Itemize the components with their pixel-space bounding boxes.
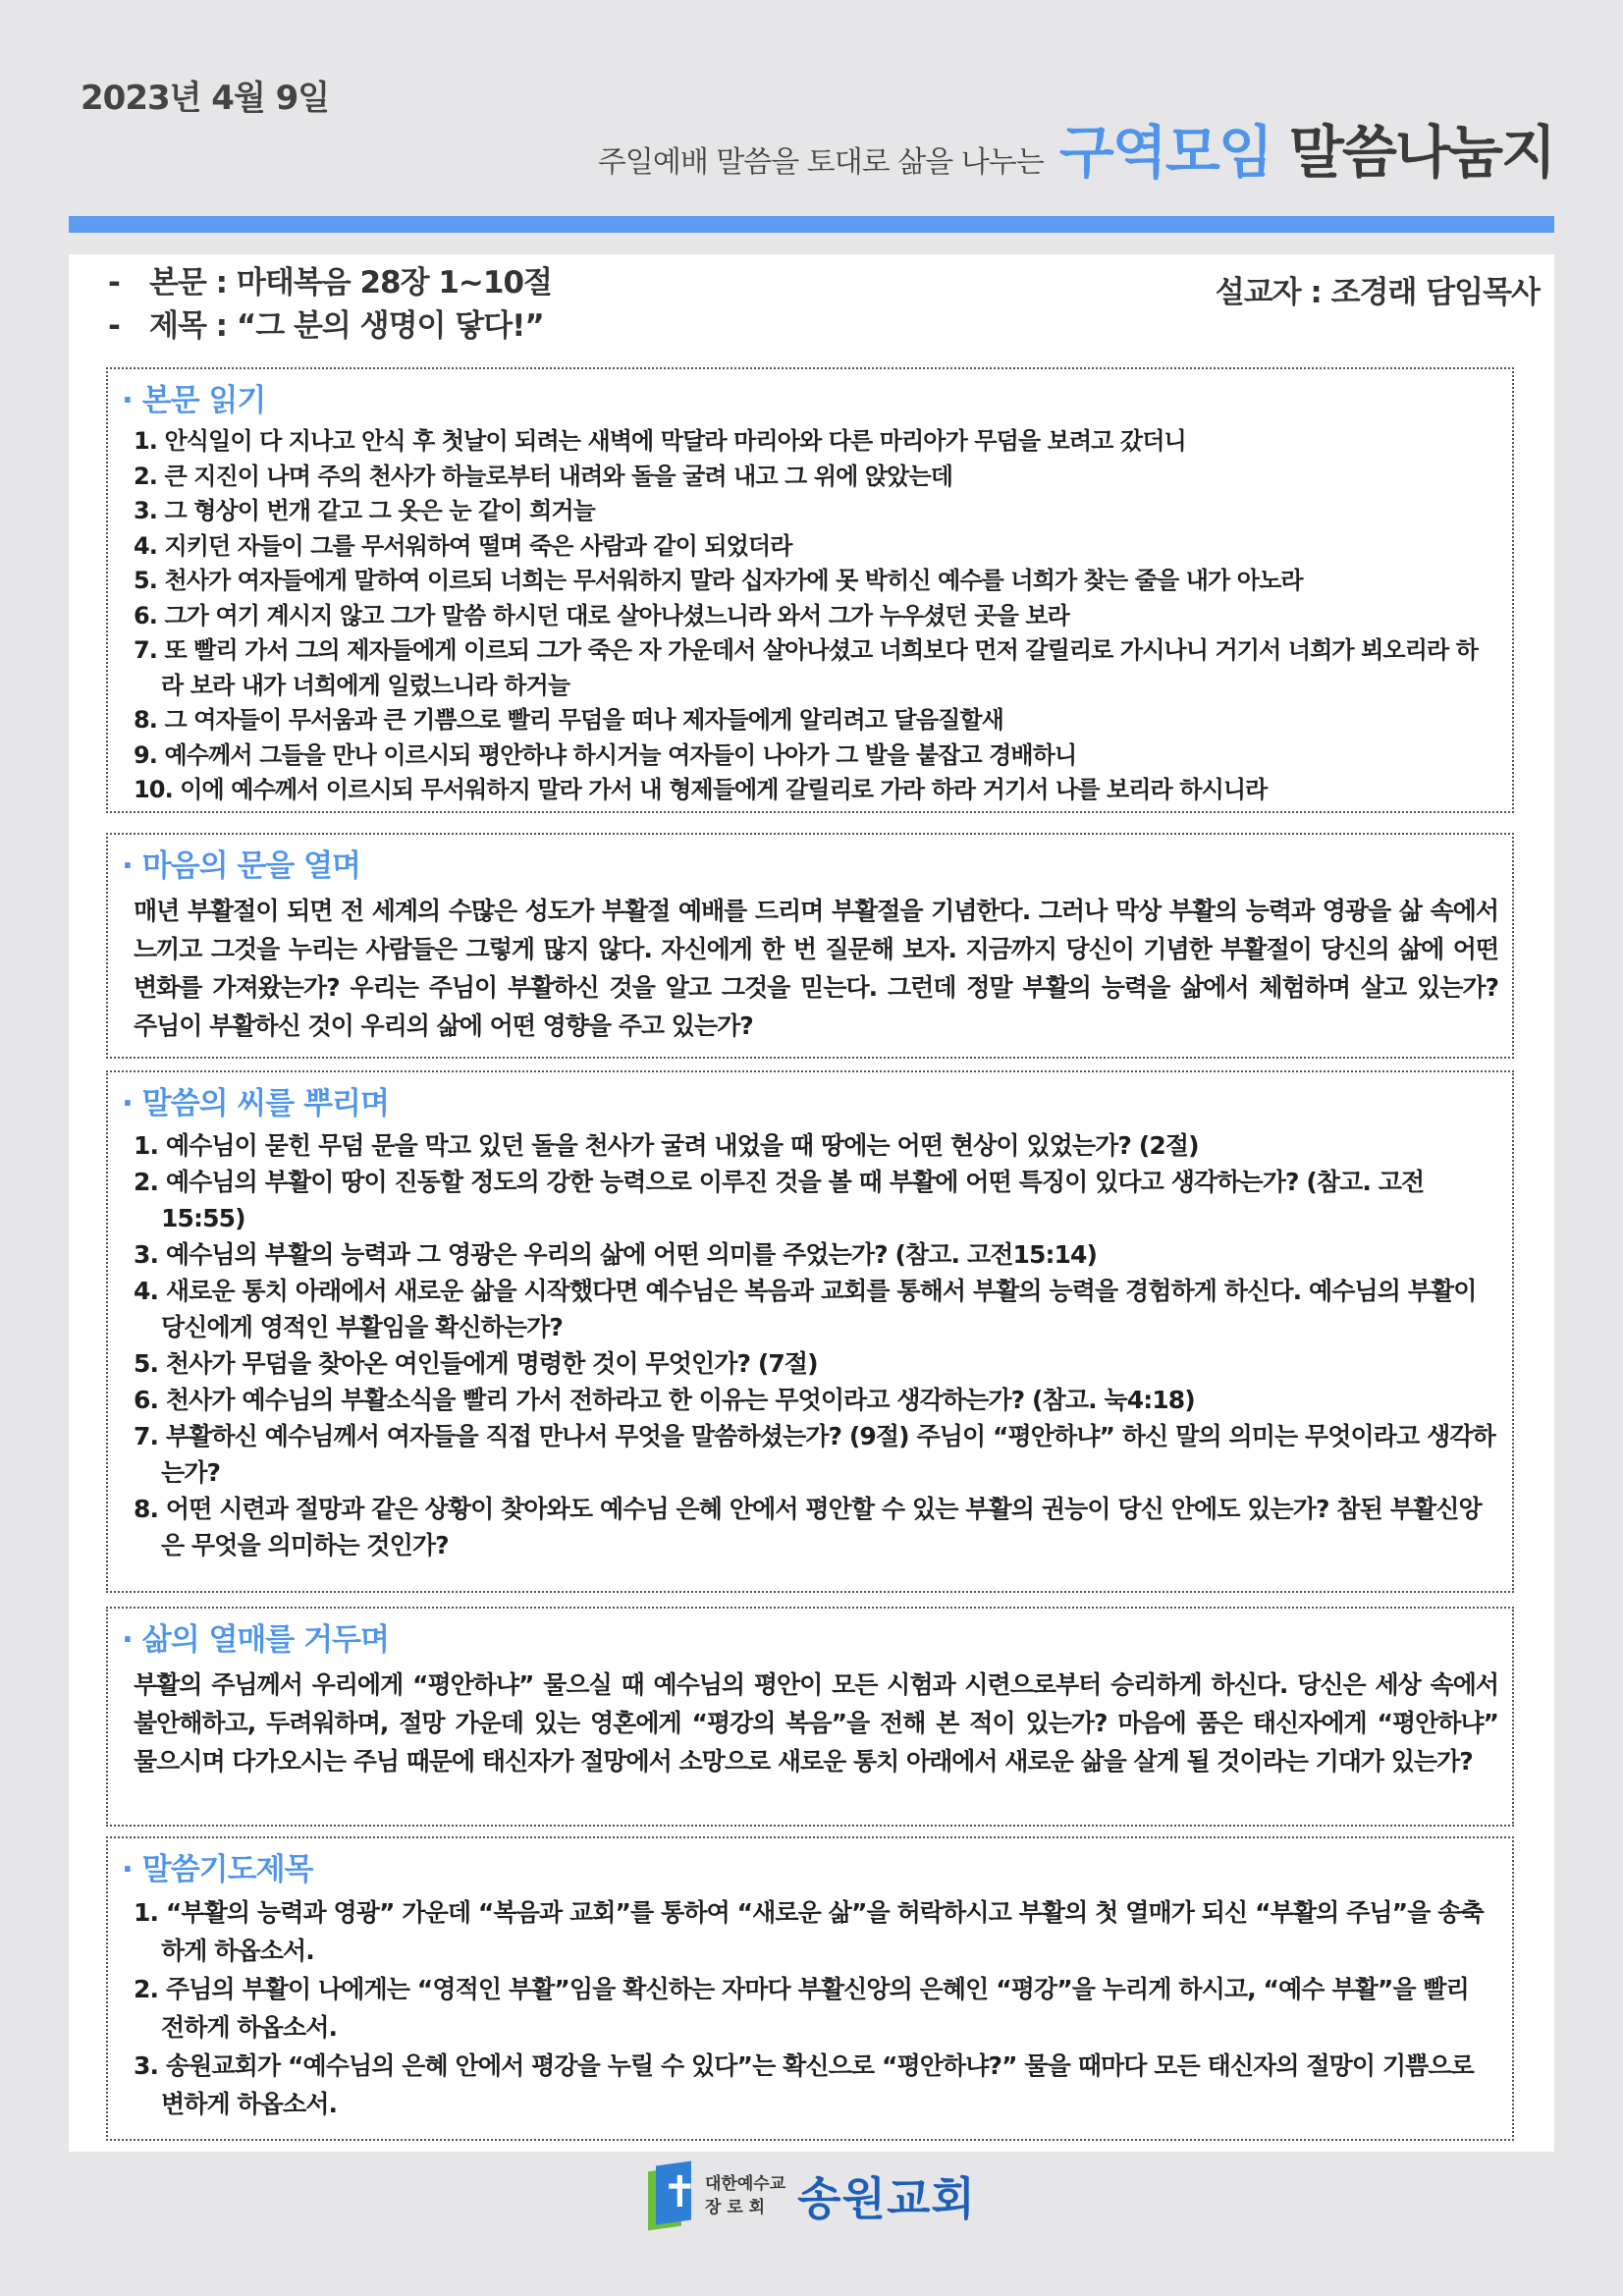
section-prayer — [106, 1836, 1514, 2141]
cross-logo-icon: ✝ — [648, 2163, 691, 2228]
list-item: 1. “부활의 능력과 영광” 가운데 “복음과 교회”를 통하여 “새로운 삶”을 허락하시고 부활의 첫 열매가 되신 “부활의 주님”을 송축하게 하옵소서. — [134, 1898, 1484, 1965]
section-title: · 말씀기도제목 — [122, 1852, 313, 1887]
scripture: 본문 : 마태복음 28장 1~10절 — [149, 265, 552, 301]
prayer-list — [122, 1893, 1498, 2123]
list-item: 6. 천사가 예수님의 부활소식을 빨리 가서 전하라고 한 이유는 무엇이라고 생각하는가? (참고. 눅4:18) — [134, 1386, 1195, 1414]
denomination-line2: 장 로 회 — [705, 2198, 766, 2217]
section-title: · 말씀의 씨를 뿌리며 — [122, 1086, 389, 1121]
section-title: · 본문 읽기 — [122, 383, 266, 418]
page-header — [598, 106, 1554, 189]
section-paragraph: 부활의 주님께서 우리에게 “평안하냐” 물으실 때 예수님의 평안이 모든 시험과 시련으로부터 승리하게 하신다. 당신은 세상 속에서 불안해하고, 두려워하며, 절망 가운데 있는 영혼에게 “평강의 복음”을 전해 본 적이 있는가? 마음에 품은 태신자에게 “평안하냐” 물으시며 다가오시는 주님 때문에 태신자가 절망에서 소망으로 새로운 통치 아래에서 새로운 삶을 살게 될 것이라는 기대가 있는가? — [134, 1670, 1498, 1776]
list-item: 7. 또 빨리 가서 그의 제자들에게 이르되 그가 죽은 자 가운데서 살아나셨고 너희보다 먼저 갈릴리로 가시나니 거기서 너희가 뵈오리라 하라 보라 내가 너희에게 일렀느니라 하거늘 — [134, 636, 1479, 699]
section-open-heart — [106, 833, 1514, 1059]
section-paragraph: 매년 부활절이 되면 전 세계의 수많은 성도가 부활절 예배를 드리며 부활절을 기념한다. 그러나 막상 부활의 능력과 영광을 삶 속에서 느끼고 그것을 누리는 사람들은 그렇게 많지 않다. 자신에게 한 번 질문해 보자. 지금까지 당신이 기념한 부활절이 당신의 삶에 어떤 변화를 가져왔는가? 우리는 주님이 부활하신 것을 알고 그것을 믿는다. 그런데 정말 부활의 능력을 삶에서 체험하며 살고 있는가? 주님이 부활하신 것이 우리의 삶에 어떤 영향을 주고 있는가? — [134, 897, 1498, 1040]
date: 2023년 4월 9일 — [81, 79, 330, 118]
bullet-dot-icon: · — [122, 1086, 133, 1121]
list-item: 2. 큰 지진이 나며 주의 천사가 하늘로부터 내려와 돌을 굴려 내고 그 위에 앉았는데 — [134, 462, 953, 490]
church-logo — [648, 2160, 976, 2231]
list-item: 2. 예수님의 부활이 땅이 진동할 정도의 강한 능력으로 이루진 것을 볼 때 부활에 어떤 특징이 있다고 생각하는가? (참고. 고전15:55) — [134, 1168, 1425, 1232]
section-harvest — [106, 1607, 1514, 1827]
list-item: 9. 예수께서 그들을 만나 이르시되 평안하냐 하시거늘 여자들이 나아가 그 발을 붙잡고 경배하니 — [134, 740, 1077, 769]
header-subtitle: 주일예배 말씀을 토대로 삶을 나누는 — [597, 145, 1044, 180]
list-item: 3. 송원교회가 “예수님의 은혜 안에서 평강을 누릴 수 있다”는 확신으로 “평안하냐?” 물을 때마다 모든 태신자의 절망이 기쁨으로 변하게 하옵소서. — [134, 2051, 1474, 2118]
denomination-line1: 대한예수교 — [705, 2174, 786, 2194]
sermon-title: 제목 : “그 분의 생명이 닿다!” — [149, 308, 544, 344]
bullet-dash: - — [108, 308, 120, 344]
list-item: 2. 주님의 부활이 나에게는 “영적인 부활”임을 확신하는 자마다 부활신앙의 은혜인 “평강”을 누리게 하시고, “예수 부활”을 빨리 전하게 하옵소서. — [134, 1975, 1469, 2042]
list-item: 3. 그 형상이 번개 같고 그 옷은 눈 같이 희거늘 — [134, 497, 595, 524]
list-item: 3. 예수님의 부활의 능력과 그 영광은 우리의 삶에 어떤 의미를 주었는가? (참고. 고전15:14) — [134, 1240, 1098, 1269]
list-item: 5. 천사가 여자들에게 말하여 이르되 너희는 무서워하지 말라 십자가에 못 박히신 예수를 너희가 찾는 줄을 내가 아노라 — [134, 567, 1303, 594]
reading-list — [122, 424, 1498, 808]
section-seeds — [106, 1070, 1514, 1593]
bullet-dash: - — [108, 265, 120, 301]
list-item: 6. 그가 여기 계시지 않고 그가 말씀 하시던 대로 살아나셨느니라 와서 그가 누우셨던 곳을 보라 — [134, 601, 1069, 629]
denomination — [705, 2172, 785, 2219]
list-item: 5. 천사가 무덤을 찾아온 여인들에게 명령한 것이 무엇인가? (7절) — [134, 1349, 818, 1378]
header-title-blue: 구역모임 — [1058, 119, 1271, 186]
list-item: 1. 안식일이 다 지나고 안식 후 첫날이 되려는 새벽에 막달라 마리아와 다른 마리아가 무덤을 보려고 갔더니 — [134, 427, 1186, 455]
church-name: 송원교회 — [797, 2172, 976, 2225]
bullet-dot-icon: · — [122, 383, 133, 418]
bullet-dot-icon: · — [122, 1622, 133, 1658]
list-item: 10. 이에 예수께서 이르시되 무서워하지 말라 가서 내 형제들에게 갈릴리로 가라 하라 거기서 나를 보리라 하시니라 — [134, 776, 1268, 803]
section-reading — [106, 367, 1514, 813]
scripture-line — [108, 257, 552, 301]
header-title-dark: 말씀나눔지 — [1288, 119, 1554, 186]
list-item: 4. 새로운 통치 아래에서 새로운 삶을 시작했다면 예수님은 복음과 교회를 통해서 부활의 능력을 경험하게 하신다. 예수님의 부활이 당신에게 영적인 부활임을 확신하는가? — [134, 1277, 1477, 1341]
list-item: 8. 어떤 시련과 절망과 같은 상황이 찾아와도 예수님 은혜 안에서 평안할 수 있는 부활의 권능이 당신 안에도 있는가? 참된 부활신앙은 무엇을 의미하는 것인가? — [134, 1495, 1482, 1559]
bullet-dot-icon: · — [122, 1852, 133, 1887]
preacher: 설교자 : 조경래 담임목사 — [1215, 275, 1540, 310]
section-title: · 삶의 열매를 거두며 — [122, 1622, 389, 1658]
list-item: 4. 지키던 자들이 그를 무서워하여 떨며 죽은 사람과 같이 되었더라 — [134, 531, 792, 560]
section-title: · 마음의 문을 열며 — [122, 848, 360, 884]
sermon-title-line — [108, 301, 544, 345]
list-item: 1. 예수님이 묻힌 무덤 문을 막고 있던 돌을 천사가 굴려 내었을 때 땅에는 어떤 현상이 있었는가? (2절) — [134, 1131, 1199, 1160]
header-divider — [69, 216, 1554, 233]
question-list — [122, 1127, 1498, 1563]
list-item: 8. 그 여자들이 무서움과 큰 기쁨으로 빨리 무덤을 떠나 제자들에게 알리려고 달음질할새 — [134, 706, 1003, 734]
bullet-dot-icon: · — [122, 848, 133, 884]
list-item: 7. 부활하신 예수님께서 여자들을 직접 만나서 무엇을 말씀하셨는가? (9절) 주님이 “평안하냐” 하신 말의 의미는 무엇이라고 생각하는가? — [134, 1422, 1495, 1487]
